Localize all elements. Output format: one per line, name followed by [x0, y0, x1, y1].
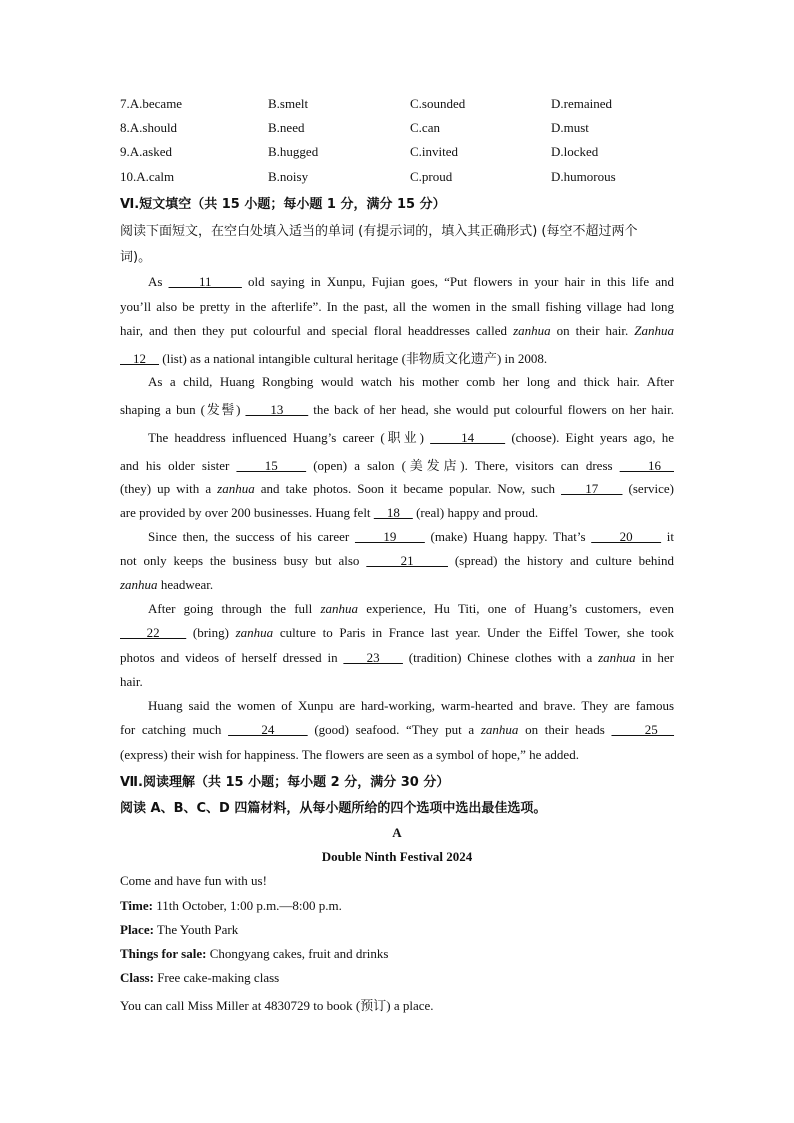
passage-line: hair. — [120, 674, 143, 689]
option-d: D.locked — [551, 144, 599, 159]
blank-11[interactable]: 11 — [168, 274, 242, 289]
info-class: Class: Free cake-making class — [120, 970, 280, 985]
blank-14[interactable]: 14 — [430, 430, 506, 445]
info-contact: You can call Miss Miller at 4830729 to book (预订) a place. — [120, 998, 434, 1014]
passage-line: As 11 old saying in Xunpu, Fujian goes, “Put flowers in your hair in this life and — [148, 274, 674, 289]
option-row-7 — [120, 96, 680, 116]
option-c: C.can — [410, 120, 440, 135]
option-c: C.invited — [410, 144, 459, 159]
option-d: D.must — [551, 120, 589, 135]
blank-12[interactable]: 12 — [120, 351, 159, 366]
blank-19[interactable]: 19 — [354, 529, 425, 544]
passage-title: Double Ninth Festival 2024 — [321, 849, 473, 864]
blank-22[interactable]: 22 — [120, 625, 187, 640]
passage-line: The headdress influenced Huang’s career (职业) 14 (choose). Eight years ago, he — [148, 430, 675, 446]
passage-line: Since then, the success of his career 19 (make) Huang happy. That’s 20 it — [148, 529, 675, 544]
info-things-for-sale: Things for sale: Chongyang cakes, fruit and drinks — [120, 946, 389, 961]
option-row-9 — [120, 144, 680, 164]
blank-21[interactable]: 21 — [366, 553, 448, 568]
passage-line: 22 (bring) zanhua culture to Paris in France last year. Under the Eiffel Tower, she took — [120, 625, 674, 640]
blank-23[interactable]: 23 — [343, 650, 403, 665]
option-row-8 — [120, 120, 680, 140]
blank-18[interactable]: 18 — [373, 505, 413, 520]
passage-line: After going through the full zanhua experience, Hu Titi, one of Huang’s customers, even — [148, 601, 674, 616]
info-place: Place: The Youth Park — [120, 922, 239, 937]
option-a: 10.A.calm — [120, 169, 175, 184]
option-row-10 — [120, 169, 680, 189]
passage-line: 12 (list) as a national intangible cultural heritage (非物质文化遗产) in 2008. — [120, 351, 548, 367]
passage-line: hair, and then they put colourful and special floral headdresses called zanhua on their hair. Zanhua — [120, 323, 674, 338]
blank-25[interactable]: 25 — [611, 722, 675, 737]
blank-15[interactable]: 15 — [236, 458, 307, 473]
section-6-instruction-cont: 词)。 — [120, 250, 152, 265]
option-d: D.remained — [551, 96, 613, 111]
option-b: B.hugged — [268, 144, 319, 159]
section-6-instruction: 阅读下面短文，在空白处填入适当的单词 (有提示词的，填入其正确形式) (每空不超过两个 — [120, 224, 638, 239]
passage-line: zanhua headwear. — [120, 577, 214, 592]
passage-line: (express) their wish for happiness. The flowers are seen as a symbol of hope,” he added. — [120, 747, 579, 762]
passage-intro: Come and have fun with us! — [120, 873, 267, 888]
passage-line: As a child, Huang Rongbing would watch his mother comb her long and thick hair. After — [148, 374, 674, 389]
blank-16[interactable]: 16 — [619, 458, 674, 473]
option-b: B.smelt — [268, 96, 309, 111]
passage-line: you’ll also be pretty in the afterlife”. In the past, all the women in the small fishing village had long — [120, 299, 674, 314]
option-b: B.noisy — [268, 169, 309, 184]
passage-line: Huang said the women of Xunpu are hard-working, warm-hearted and brave. They are famous — [148, 698, 674, 713]
section-7-instruction: 阅读 A、B、C、D 四篇材料，从每小题所给的四个选项中选出最佳选项。 — [120, 801, 547, 816]
option-a: 9.A.asked — [120, 144, 172, 159]
option-b: B.need — [268, 120, 305, 135]
section-6-title: Ⅵ.短文填空（共 15 小题；每小题 1 分，满分 15 分） — [120, 197, 446, 212]
blank-24[interactable]: 24 — [228, 722, 308, 737]
blank-13[interactable]: 13 — [245, 402, 309, 417]
passage-line: shaping a bun (发髻) 13 the back of her head, she would put colourful flowers on her hair. — [120, 402, 674, 418]
option-c: C.sounded — [410, 96, 466, 111]
option-d: D.humorous — [551, 169, 616, 184]
option-a: 7.A.became — [120, 96, 183, 111]
option-c: C.proud — [410, 169, 453, 184]
passage-line: for catching much 24 (good) seafood. “They put a zanhua on their heads 25 — [120, 722, 675, 737]
passage-line: not only keeps the business busy but also 21 (spread) the history and culture behind — [120, 553, 675, 568]
blank-20[interactable]: 20 — [591, 529, 662, 544]
info-time: Time: 11th October, 1:00 p.m.—8:00 p.m. — [120, 898, 342, 913]
blank-17[interactable]: 17 — [561, 481, 623, 496]
passage-line: (they) up with a zanhua and take photos. Soon it became popular. Now, such 17 (service) — [120, 481, 675, 496]
option-a: 8.A.should — [120, 120, 178, 135]
passage-line: are provided by over 200 businesses. Huang felt 18 (real) happy and proud. — [120, 505, 539, 520]
passage-line: and his older sister 15 (open) a salon (美发店). There, visitors can dress 16 — [120, 458, 674, 474]
section-7-title: Ⅶ.阅读理解（共 15 小题；每小题 2 分，满分 30 分） — [120, 775, 450, 790]
passage-line: photos and videos of herself dressed in 23 (tradition) Chinese clothes with a zanhua in her — [120, 650, 675, 665]
passage-letter: A — [392, 825, 402, 840]
